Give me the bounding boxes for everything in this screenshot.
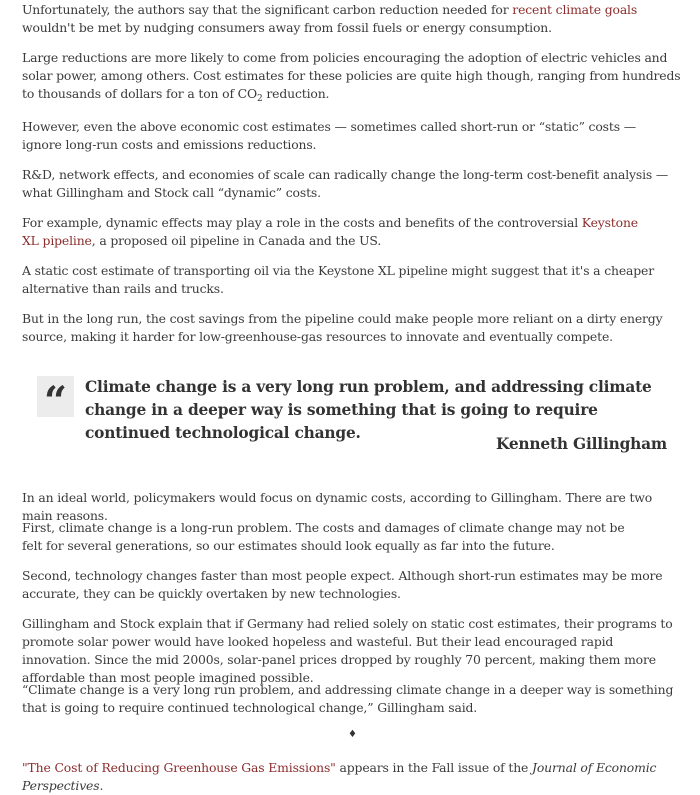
pull-quote-text: Climate change is a very long run problem, and addressing climate change in a deeper way is something that is going to require continued technological change. <box>85 378 652 442</box>
paragraph-text: Large reductions are more likely to come from policies encouraging the adoption of electric vehicles and solar power, among others. Cost estimates for these policies are quite high though, ranging from hundreds to thousands of dollars for a ton of CO <box>22 50 681 101</box>
paragraph: Second, technology changes faster than most people expect. Although short-run estimates may be more accurate, they can be quickly overtaken by new technologies. <box>22 568 663 601</box>
paragraph: However, even the above economic cost estimates — sometimes called short-run or “static” costs — ignore long-run costs and emissions reductions. <box>22 119 636 152</box>
paragraph-text: Unfortunately, the authors say that the significant carbon reduction needed for <box>22 2 513 17</box>
quote-icon: “ <box>37 376 74 417</box>
paragraph-text: reduction. <box>262 86 330 101</box>
paragraph-text: For example, dynamic effects may play a role in the costs and benefits of the controversial <box>22 215 582 230</box>
paragraph <box>22 214 642 250</box>
paragraph: Gillingham and Stock explain that if Germany had relied solely on static cost estimates, their programs to promote solar power would have looked hopeless and wasteful. But their lead encouraged rapid innovation. Since the mid 2000s, solar-panel prices dropped by roughly 70 percent, making them more affordable than most people imagined possible. <box>22 616 673 685</box>
paragraph <box>22 759 682 795</box>
paragraph-text: wouldn't be met by nudging consumers away from fossil fuels or energy consumption. <box>22 20 552 35</box>
subscript: 2 <box>257 94 263 104</box>
paragraph-text: . <box>99 778 104 793</box>
paragraph: But in the long run, the cost savings from the pipeline could make people more reliant on a dirty energy source, making it harder for low-greenhouse-gas resources to innovate and eventually compete. <box>22 311 663 344</box>
paragraph: “Climate change is a very long run problem, and addressing climate change in a deeper way is something that is going to require continued technological change,” Gillingham said. <box>22 682 674 715</box>
paragraph <box>22 1 677 37</box>
recent-climate-goals-link[interactable]: recent climate goals <box>512 2 638 17</box>
section-divider-icon: ♦ <box>348 729 357 740</box>
paragraph: First, climate change is a long-run problem. The costs and damages of climate change may not be felt for several generations, so our estimates should look equally as far into the future. <box>22 520 625 553</box>
paragraph: R&D, network effects, and economies of scale can radically change the long-term cost-benefit analysis — what Gillingham and Stock call “dynamic” costs. <box>22 167 669 200</box>
journal-name: Journal of Economic Perspectives <box>22 760 657 793</box>
paragraph: A static cost estimate of transporting oil via the Keystone XL pipeline might suggest that it's a cheaper alternative than rails and trucks. <box>22 263 654 296</box>
paragraph: In an ideal world, policymakers would focus on dynamic costs, according to Gillingham. There are two main reasons. <box>22 490 653 523</box>
paragraph-text: appears in the Fall issue of the <box>335 760 533 775</box>
paragraph <box>22 49 684 103</box>
paper-title-link[interactable]: "The Cost of Reducing Greenhouse Gas Emissions" <box>22 760 336 775</box>
keystone-xl-pipeline-link[interactable]: Keystone XL pipeline <box>22 215 638 248</box>
paragraph-text: , a proposed oil pipeline in Canada and the US. <box>91 233 382 248</box>
pull-quote-author: Kenneth Gillingham <box>496 435 667 453</box>
